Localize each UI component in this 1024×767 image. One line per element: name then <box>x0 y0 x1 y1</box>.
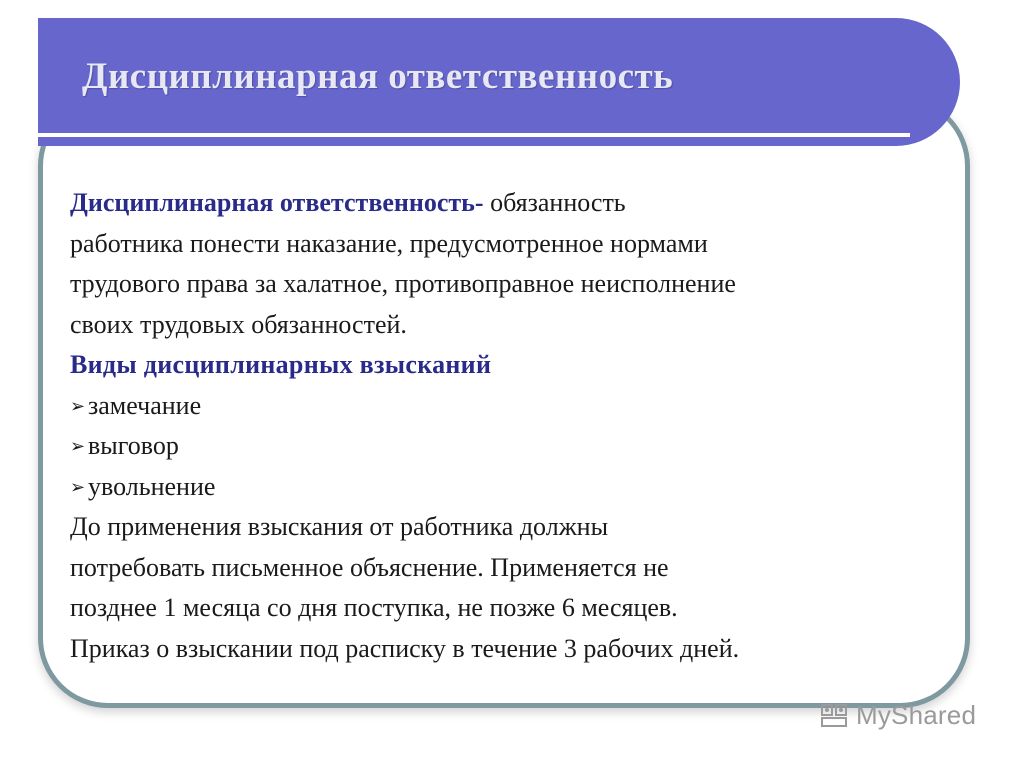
arrow-bullet-icon: ➢ <box>70 395 86 416</box>
slide-title: Дисциплинарная ответственность <box>82 56 674 97</box>
slide-body <box>70 183 960 669</box>
definition-line-1 <box>70 183 960 224</box>
list-item <box>70 467 960 508</box>
title-underline <box>38 133 910 137</box>
note-line-4: Приказ о взыскании под расписку в течение 3 рабочих дней. <box>70 633 740 663</box>
definition-line-1-rest: обязанность <box>483 188 626 217</box>
types-heading: Виды дисциплинарных взысканий <box>70 350 492 379</box>
definition-line-2: работника понести наказание, предусмотренное нормами <box>70 228 708 258</box>
watermark-text: MyShared <box>856 700 977 730</box>
definition-line-3: трудового права за халатное, противоправное неисполнение <box>70 269 736 298</box>
definition-line-4: своих трудовых обязанностей. <box>70 309 407 339</box>
watermark <box>820 700 976 731</box>
list-item-label: замечание <box>88 390 202 420</box>
arrow-bullet-icon: ➢ <box>70 436 86 456</box>
list-item <box>70 386 960 427</box>
note-line-3: позднее 1 месяца со дня поступка, не позже 6 месяцев. <box>70 593 678 622</box>
list-item <box>70 426 960 467</box>
definition-term: Дисциплинарная ответственность- <box>70 188 484 217</box>
note-line-1: До применения взыскания от работника должны <box>70 512 609 541</box>
myshared-logo-icon <box>820 701 850 731</box>
note-line-2: потребовать письменное объяснение. Применяется не <box>70 552 669 582</box>
list-item-label: выговор <box>88 431 179 460</box>
arrow-bullet-icon: ➢ <box>70 476 86 497</box>
list-item-label: увольнение <box>88 471 216 501</box>
